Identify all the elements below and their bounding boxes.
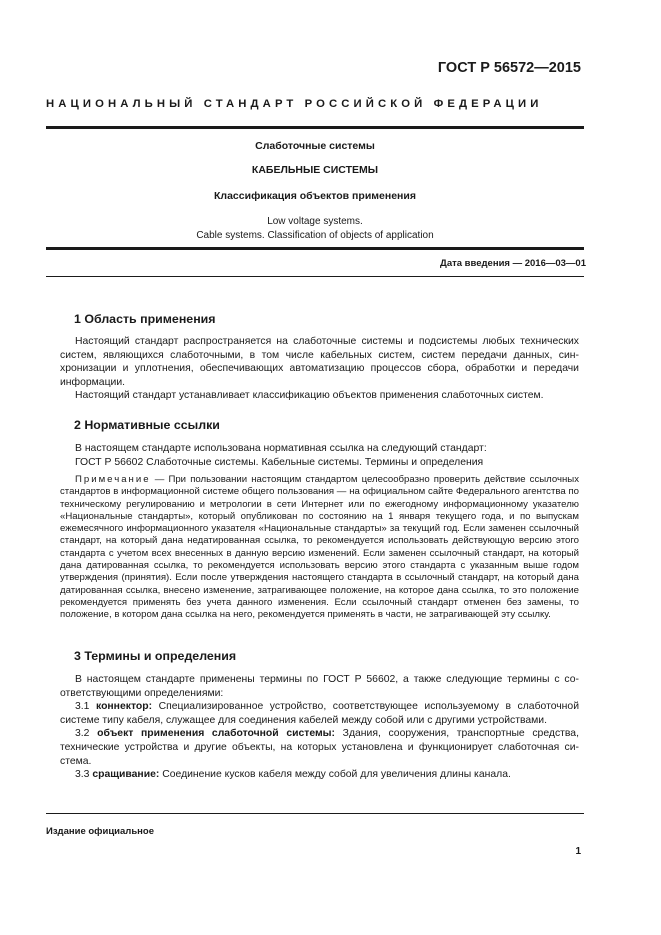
document-code: ГОСТ Р 56572—2015 bbox=[437, 60, 581, 76]
page-number: 1 bbox=[575, 846, 581, 857]
term-3-3 bbox=[60, 768, 579, 782]
note-text: — При пользовании настоящим стандартом целесообразно проверить действие ссылочных стандартов в информационной системе общего пользования — на официальном сайте Федерального агентства по техническому регулированию и метрологии в сети Интернет или по ежегодному информационному указателю «Национальные стандарты», который опубликован по состоянию на 1 января текущего года, и по выпускам ежемесячного информационного указателя «Национальные стандарты» за текущий год. Если заменен ссылочный стандарт, на который дана недатированная ссылка, то рекомендуется использовать действующую версию этого стандарта с учетом всех внесенных в данную версию изменений. Если заменен ссылочный стандарт, на который дана датированная ссылка, то рекомендуется использовать версию этого стандарта с указанным выше годом утверждения (принятия). Если после утверждения настоящего стандарта в ссылочный стандарт, на который дана датированная ссылка, внесено изменение, затрагивающее положение, на которое дана ссылка, то это положение рекомендуется применять без учета данного изменения. Если ссылочный стандарт отменен без замены, то положение, в котором дана ссылка на него, рекомендуется применять в части, не затрагивающей эту ссылку. bbox=[60, 474, 579, 621]
section-3-body bbox=[60, 673, 579, 782]
section-2-paragraph-1: В настоящем стандарте использована нормативная ссылка на следующий стандарт: bbox=[75, 443, 487, 454]
section-1-body bbox=[60, 335, 579, 403]
term-3-3-number: 3.3 bbox=[75, 769, 93, 781]
section-2-reference: ГОСТ Р 56602 Слаботочные системы. Кабельные системы. Термины и определения bbox=[75, 456, 484, 468]
title-group: Слаботочные системы bbox=[255, 140, 375, 152]
term-3-2-number: 3.2 bbox=[75, 728, 98, 740]
term-3-3-name: сращивание: bbox=[92, 769, 160, 781]
term-3-1-definition: Специализированное устройство, соответствующее используемому в слаботочной системе типу кабеля, служащее для соединения кабелей между собой или с другими устройствами. bbox=[60, 701, 580, 726]
title-sub: Классификация объектов применения bbox=[214, 190, 416, 202]
date-divider bbox=[46, 276, 584, 277]
note-label: Примечание bbox=[75, 474, 151, 485]
english-title-line2: Cable systems. Classification of objects of application bbox=[196, 230, 434, 241]
term-3-2-name: объект применения слаботочной системы: bbox=[97, 728, 336, 740]
english-title-line1: Low voltage systems. bbox=[267, 216, 363, 227]
section-1-paragraph-1: Настоящий стандарт распространяется на слаботочные системы и подсистемы любых технических систем, являющихся слаботочными, в том числе кабельных систем, систем передачи данных, синхронизации и уплотнения, обеспечивающих автоматизацию процессов сбора, обработки и передачи информации. bbox=[60, 336, 579, 388]
english-title bbox=[46, 215, 584, 243]
introduction-date: Дата введения — 2016—03—01 bbox=[440, 258, 586, 269]
official-edition-label: Издание официальное bbox=[46, 826, 154, 837]
section-3-paragraph-1: В настоящем стандарте применены термины по ГОСТ Р 56602, а также следующие термины с соответствующими определениями: bbox=[60, 674, 579, 699]
term-3-1-number: 3.1 bbox=[75, 701, 96, 713]
section-1-paragraph-2: Настоящий стандарт устанавливает классификацию объектов применения слаботочных систем. bbox=[75, 390, 544, 402]
footer-divider bbox=[46, 813, 584, 814]
term-3-3-definition: Соединение кусков кабеля между собой для увеличения длины канала. bbox=[159, 769, 511, 781]
term-3-2 bbox=[60, 727, 579, 768]
section-1-heading: 1 Область применения bbox=[74, 312, 216, 326]
term-3-1-name: коннектор: bbox=[96, 701, 153, 713]
section-3-heading: 3 Термины и определения bbox=[74, 649, 237, 663]
title-divider bbox=[46, 247, 584, 250]
section-2-body bbox=[60, 442, 579, 469]
national-standard-banner: НАЦИОНАЛЬНЫЙ СТАНДАРТ РОССИЙСКОЙ ФЕДЕРАЦИИ bbox=[46, 98, 543, 110]
term-3-2-definition: Здания, сооружения, транспортные средства, технические устройства и другие объекты, на которых установлена и функционирует слаботочная система. bbox=[60, 728, 579, 767]
title-main: КАБЕЛЬНЫЕ СИСТЕМЫ bbox=[251, 164, 379, 176]
section-2-heading: 2 Нормативные ссылки bbox=[74, 418, 220, 432]
section-2-note bbox=[60, 474, 579, 622]
term-3-1 bbox=[60, 700, 579, 727]
top-divider bbox=[46, 126, 584, 129]
